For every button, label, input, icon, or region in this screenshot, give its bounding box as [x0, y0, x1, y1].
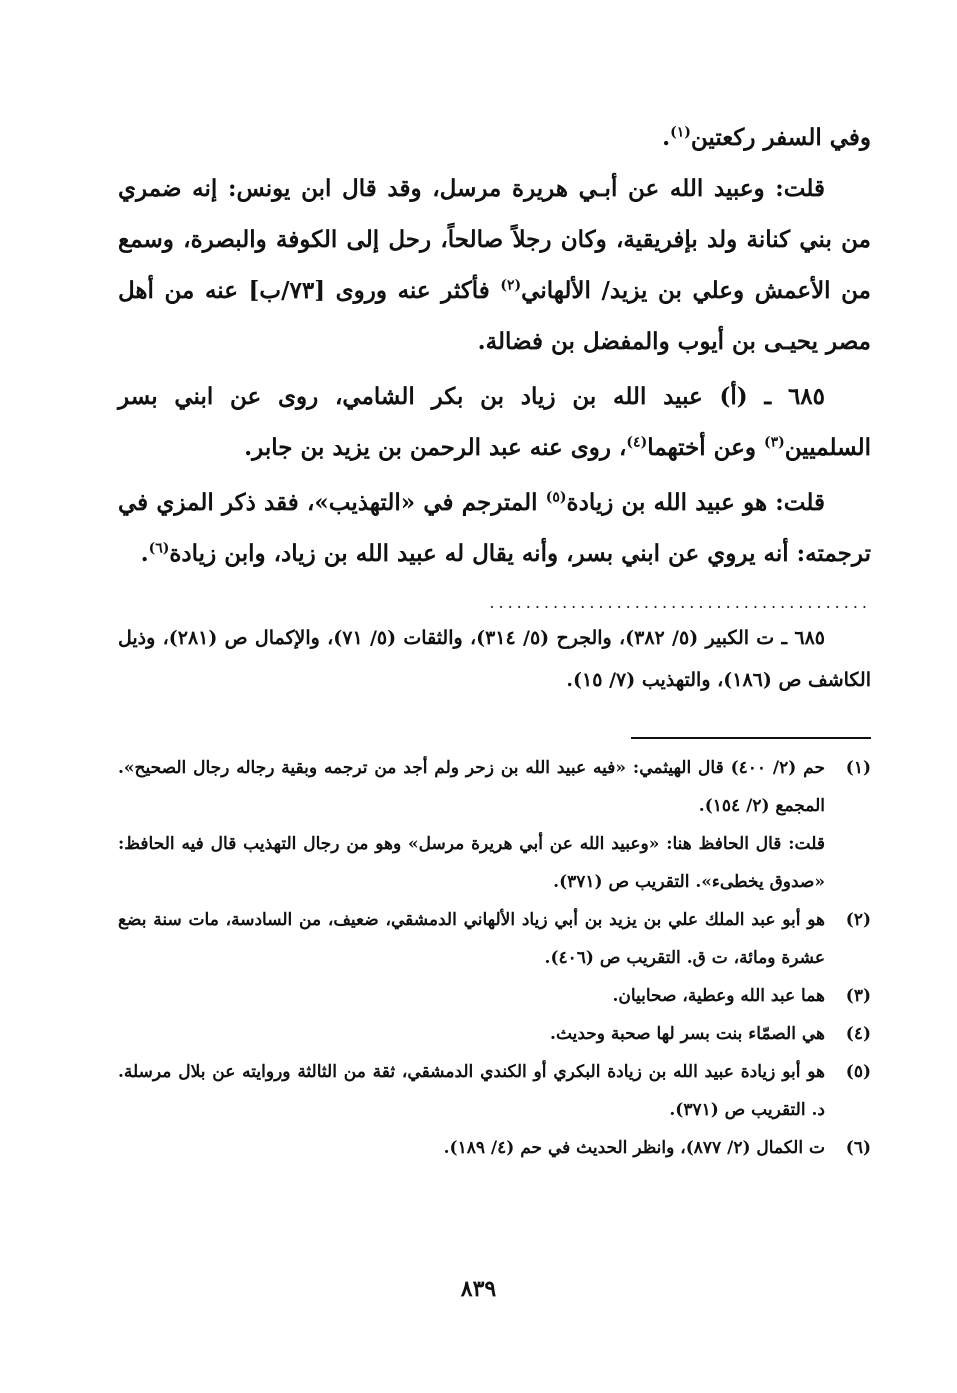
footnote-number: (٦) [845, 1138, 871, 1158]
footnote-5 [118, 1053, 871, 1129]
footnote-text: قلت: قال الحافظ هنا: «وعبيد الله عن أبي هريرة مرسل» وهو من رجال التهذيب قال فيه الحافظ: «صدوق يخطىء». التقريب ص (٣٧١). [118, 834, 825, 892]
page-number: ٨٣٩ [460, 1276, 497, 1302]
footnote-ref-1[interactable]: (١) [670, 124, 691, 141]
footnote-number: (٣) [845, 986, 871, 1006]
footnote-number: (٢) [845, 910, 871, 930]
footnote-text: ت الكمال (٢/ ٨٧٧)، وانظر الحديث في حم (٤/ ١٨٩). [443, 1138, 825, 1158]
dotted-separator: .......................................... [489, 593, 871, 612]
footnote-number: (٥) [845, 1062, 871, 1082]
paragraph-1: وفي السفر ركعتين$^{(١)}$. [662, 124, 871, 151]
references-text: ٦٨٥ ـ ت الكبير (٥/ ٣٨٢)، والجرح (٥/ ٣١٤)، والثقات (٥/ ٧١)، والإكمال ص (٢٨١)، وذيل الكاشف ص (١٨٦)، والتهذيب (٧/ ١٥). [118, 627, 871, 691]
references-block [118, 617, 871, 701]
entry-685: ٦٨٥ ـ (أ) عبيد الله بن زياد بن بكر الشامي، روى عن ابني بسر السلميين$^{(٣)}$ وعن أختهما$^{(٤)}$، روى عنه عبد الرحمن بن يزيد بن جابر. [118, 383, 871, 461]
footnote-text: هي الصمّاء بنت بسر لها صحبة وحديث. [550, 1024, 825, 1044]
footnote-ref-3[interactable]: (٣) [764, 434, 785, 451]
footnote-number: (١) [845, 758, 871, 778]
main-text [118, 112, 871, 579]
footnote-text: هو أبو عبد الملك علي بن يزيد بن أبي زياد الألهاني الدمشقي، ضعيف، من السادسة، مات سنة بضع عشرة ومائة، ت ق. التقريب ص (٤٠٦). [118, 910, 825, 968]
footnote-divider [631, 737, 871, 739]
footnote-text: هما عبد الله وعطية، صحابيان. [612, 986, 825, 1006]
footnote-number: (٤) [845, 1024, 871, 1044]
footnote-6 [118, 1129, 871, 1167]
footnote-text: هو أبو زيادة عبيد الله بن زيادة البكري أو الكندي الدمشقي، ثقة من الثالثة وروايته عن بلال مرسلة. د. التقريب ص (٣٧١). [118, 1062, 825, 1120]
footnotes [118, 749, 871, 1167]
footnote-ref-6[interactable]: (٦) [148, 540, 170, 557]
footnote-2 [118, 901, 871, 977]
footnote-4 [118, 1015, 871, 1053]
paragraph-4: قلت: هو عبيد الله بن زيادة$^{(٥)}$ المترجم في «التهذيب»، فقد ذكر المزي في ترجمته: أنه يروي عن ابني بسر، وأنه يقال له عبيد الله بن زياد، وابن زيادة$^{(٦)}$. [118, 489, 871, 567]
footnote-ref-2[interactable]: (٢) [500, 277, 522, 294]
footnote-3 [118, 977, 871, 1015]
paragraph-2: قلت: وعبيد الله عن أبـي هريرة مرسل، وقد قال ابن يونس: إنه ضمري من بني كنانة ولد بإفريقية، وكان رجلاً صالحاً، رحل إلى الكوفة والبصرة، وسمع من الأعمش وعلي بن يزيد/ الألهاني$^{(٢)}$ فأكثر عنه وروى [٧٣/ب] عنه من أهل مصر يحيـى بن أيوب والمفضل بن فضالة. [118, 175, 871, 355]
footnote-1 [118, 749, 871, 901]
footnote-ref-4[interactable]: (٤) [626, 434, 648, 451]
footnote-text: حم (٢/ ٤٠٠) قال الهيثمي: «فيه عبيد الله بن زحر ولم أجد من ترجمه وبقية رجاله رجال الصحيح». المجمع (٢/ ١٥٤). [118, 758, 825, 816]
footnote-ref-5[interactable]: (٥) [545, 489, 567, 506]
